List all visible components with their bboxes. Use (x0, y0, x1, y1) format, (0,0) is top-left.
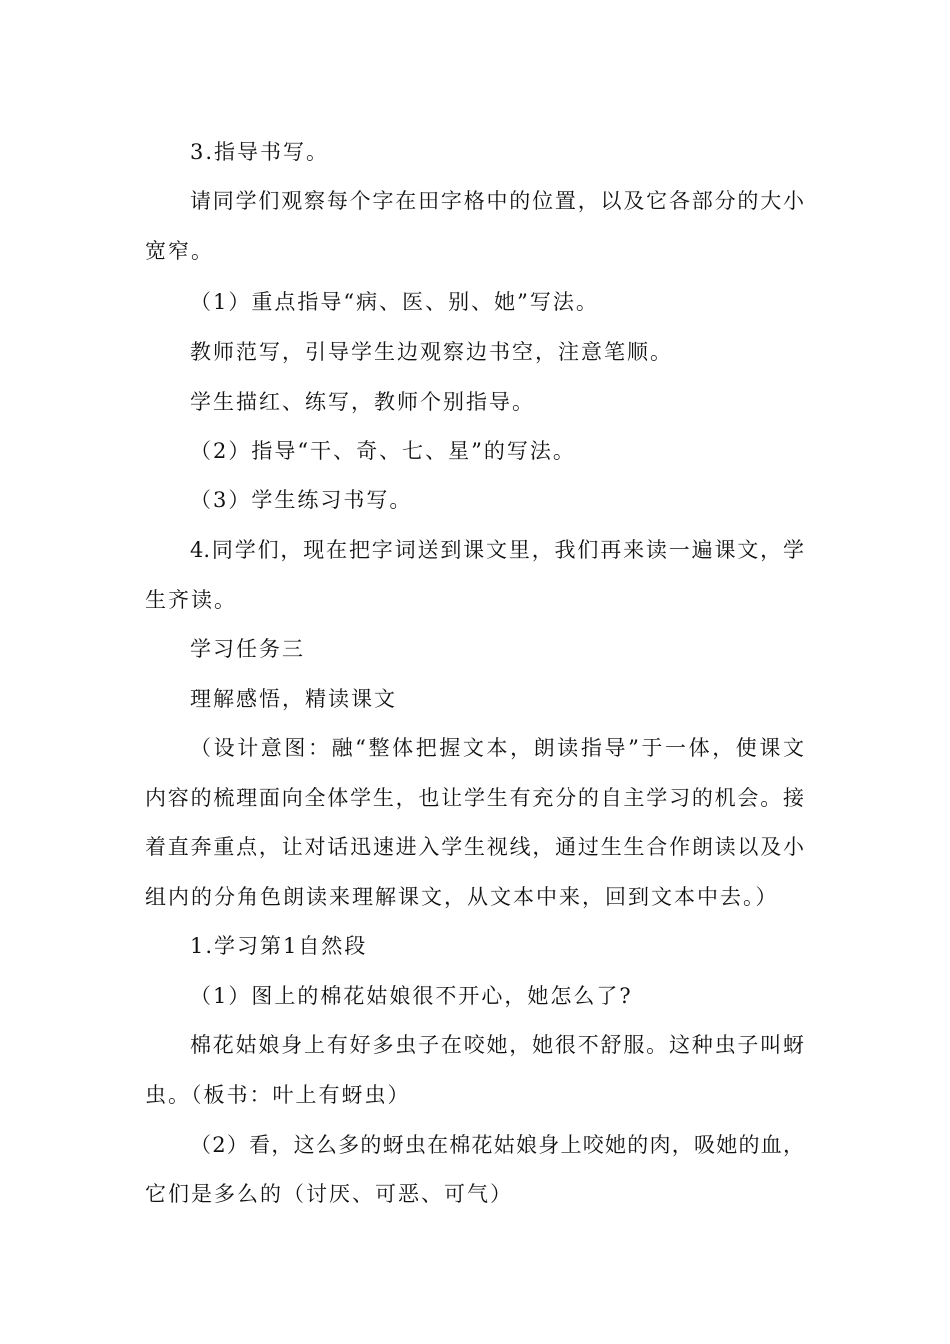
paragraph-line: 它们是多么的（讨厌、可恶、可气） (145, 1182, 513, 1206)
paragraph-line: 1.学习第1自然段 (190, 934, 368, 958)
paragraph-line: （1）重点指导“病、医、别、她”写法。 (190, 290, 599, 314)
section-heading: 学习任务三 (190, 637, 305, 661)
paragraph-line: 请同学们观察每个字在田字格中的位置，以及它各部分的大小 (190, 189, 804, 213)
paragraph-line: 教师范写，引导学生边观察边书空，注意笔顺。 (190, 340, 673, 364)
paragraph-line: 学生描红、练写，教师个别指导。 (190, 390, 535, 414)
paragraph-line: 棉花姑娘身上有好多虫子在咬她，她很不舒服。这种虫子叫蚜 (190, 1033, 804, 1057)
paragraph-line: （2）指导“干、奇、七、星”的写法。 (190, 439, 576, 463)
paragraph-line: 宽窄。 (145, 239, 214, 263)
section-subheading: 理解感悟，精读课文 (190, 687, 397, 711)
paragraph-line: （3）学生练习书写。 (190, 488, 413, 512)
paragraph-line: 内容的梳理面向全体学生，也让学生有充分的自主学习的机会。接 (145, 786, 804, 810)
paragraph-line: 生齐读。 (145, 588, 237, 612)
paragraph-line: 虫。（板书：叶上有蚜虫） (145, 1083, 411, 1107)
paragraph-line: 组内的分角色朗读来理解课文，从文本中来，回到文本中去。） (145, 885, 779, 909)
paragraph-line: （1）图上的棉花姑娘很不开心，她怎么了? (190, 984, 633, 1008)
paragraph-line: 着直奔重点，让对话迅速进入学生视线，通过生生合作朗读以及小 (145, 835, 804, 859)
paragraph-line: （设计意图：融“整体把握文本，朗读指导”于一体，使课文 (190, 736, 804, 760)
paragraph-line: 4.同学们，现在把字词送到课文里，我们再来读一遍课文，学 (190, 538, 804, 562)
paragraph-line: （2）看，这么多的蚜虫在棉花姑娘身上咬她的肉，吸她的血， (190, 1133, 804, 1157)
paragraph-line: 3.指导书写。 (190, 140, 330, 164)
